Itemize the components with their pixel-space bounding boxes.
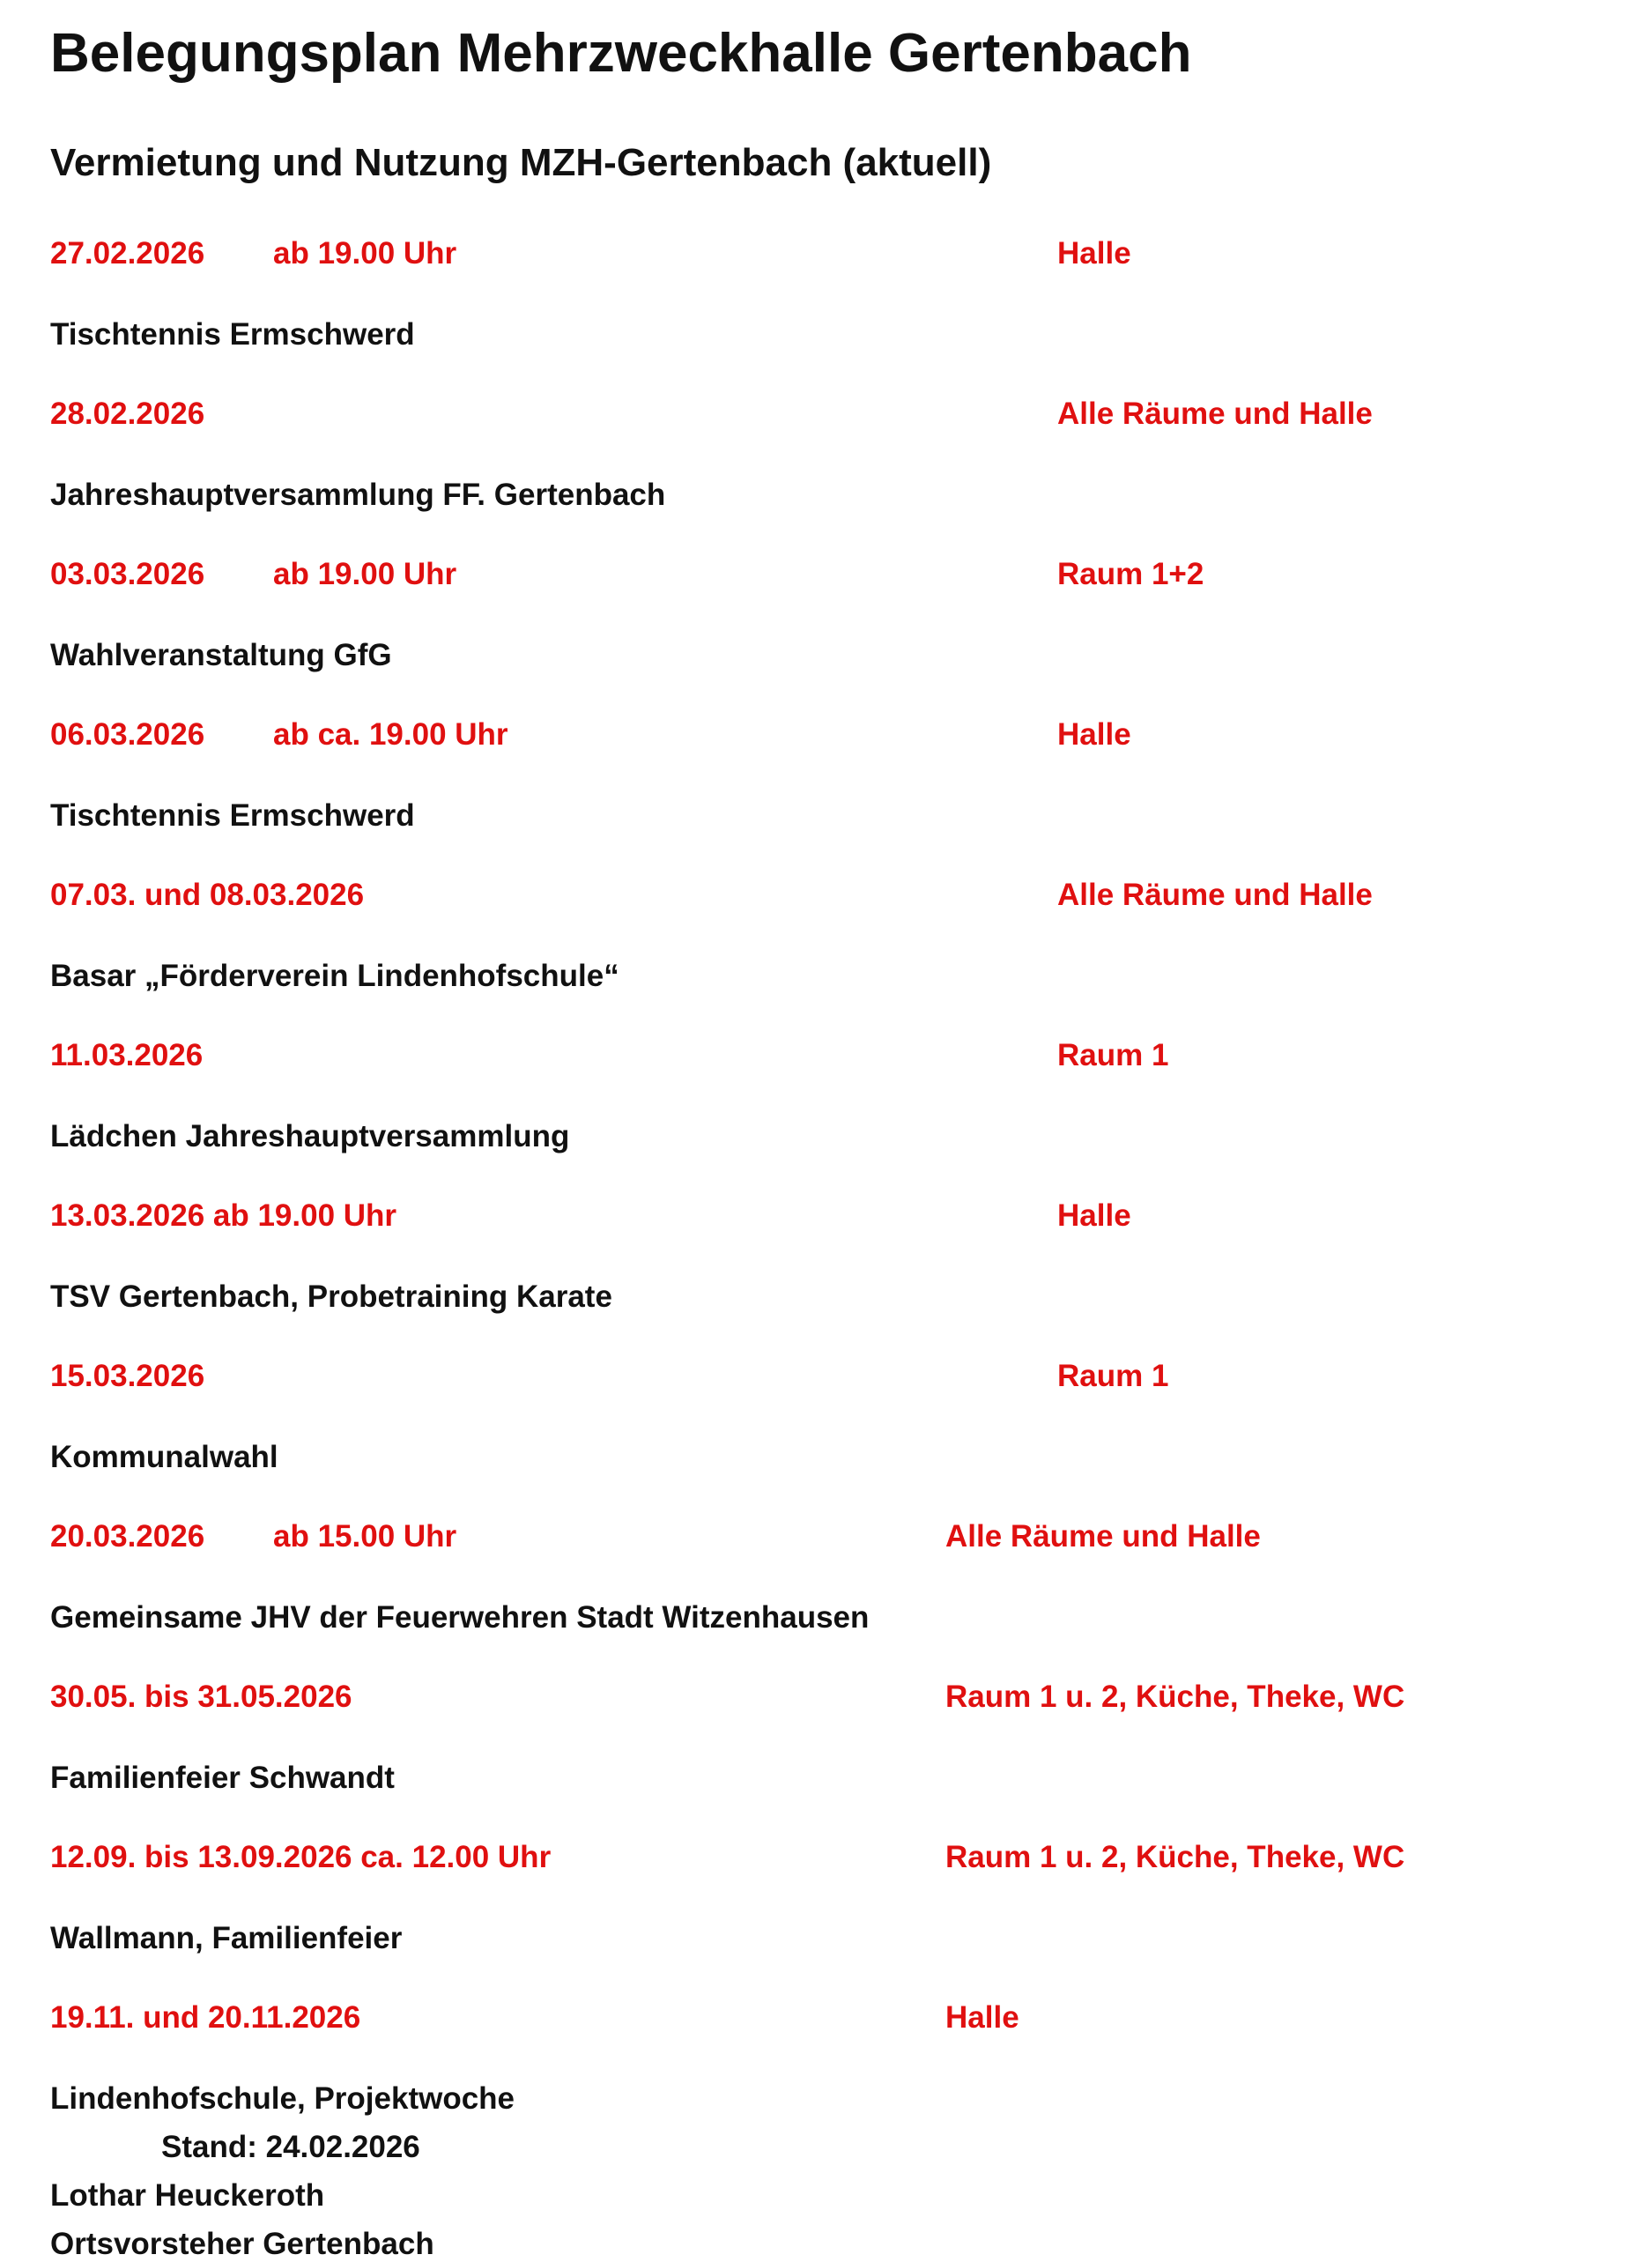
entry-date: 13.03.2026 ab 19.00 Uhr [50,1198,397,1233]
entry-event: Tischtennis Ermschwerd [50,317,415,352]
entry-place: Halle [1057,1198,1131,1233]
entry-place: Halle [1057,717,1131,752]
entry-place: Raum 1+2 [1057,557,1204,591]
entry-place: Raum 1 [1057,1359,1169,1393]
entry-time: ab 19.00 Uhr [273,236,457,271]
entry-event: Wahlveranstaltung GfG [50,638,392,672]
entry-date: 11.03.2026 [50,1038,204,1072]
entry-event: Gemeinsame JHV der Feuerwehren Stadt Witzenhausen [50,1600,870,1635]
page-subtitle: Vermietung und Nutzung MZH-Gertenbach (aktuell) [50,141,992,184]
signatory-role: Ortsvorsteher Gertenbach [50,2227,434,2261]
entry-event: Basar „Förderverein Lindenhofschule“ [50,959,619,993]
entry-event: TSV Gertenbach, Probetraining Karate [50,1279,612,1314]
page-title: Belegungsplan Mehrzweckhalle Gertenbach [50,23,1192,84]
entry-date: 06.03.2026 [50,717,205,752]
entry-place: Raum 1 u. 2, Küche, Theke, WC [945,1680,1405,1714]
entry-place: Raum 1 u. 2, Küche, Theke, WC [945,1840,1405,1874]
entry-place: Alle Räume und Halle [945,1519,1261,1554]
entry-event: Familienfeier Schwandt [50,1761,395,1795]
entry-place: Alle Räume und Halle [1057,878,1373,912]
entry-date: 07.03. und 08.03.2026 [50,878,365,912]
entry-time: ab 19.00 Uhr [273,557,457,591]
entry-date: 19.11. und 20.11.2026 [50,2000,361,2035]
entry-event: Tischtennis Ermschwerd [50,798,415,833]
entry-date: 28.02.2026 [50,397,205,431]
entry-event: Kommunalwahl [50,1440,278,1474]
entry-date: 03.03.2026 [50,557,205,591]
entry-date: 30.05. bis 31.05.2026 [50,1680,352,1714]
entry-date: 12.09. bis 13.09.2026 ca. 12.00 Uhr [50,1840,552,1874]
entry-date: 27.02.2026 [50,236,205,271]
signatory-name: Lothar Heuckeroth [50,2178,325,2213]
entry-place: Raum 1 [1057,1038,1169,1072]
entry-place: Halle [945,2000,1019,2035]
entry-place: Halle [1057,236,1131,271]
entry-event: Lindenhofschule, Projektwoche [50,2081,515,2116]
entry-event: Lädchen Jahreshauptversammlung [50,1119,570,1153]
stand-date: Stand: 24.02.2026 [161,2130,420,2164]
entry-place: Alle Räume und Halle [1057,397,1373,431]
entry-event: Jahreshauptversammlung FF. Gertenbach [50,478,666,512]
entry-time: ab ca. 19.00 Uhr [273,717,508,752]
entry-event: Wallmann, Familienfeier [50,1921,403,1955]
entry-time: ab 15.00 Uhr [273,1519,457,1554]
entry-date: 15.03.2026 [50,1359,205,1393]
entry-date: 20.03.2026 [50,1519,205,1554]
